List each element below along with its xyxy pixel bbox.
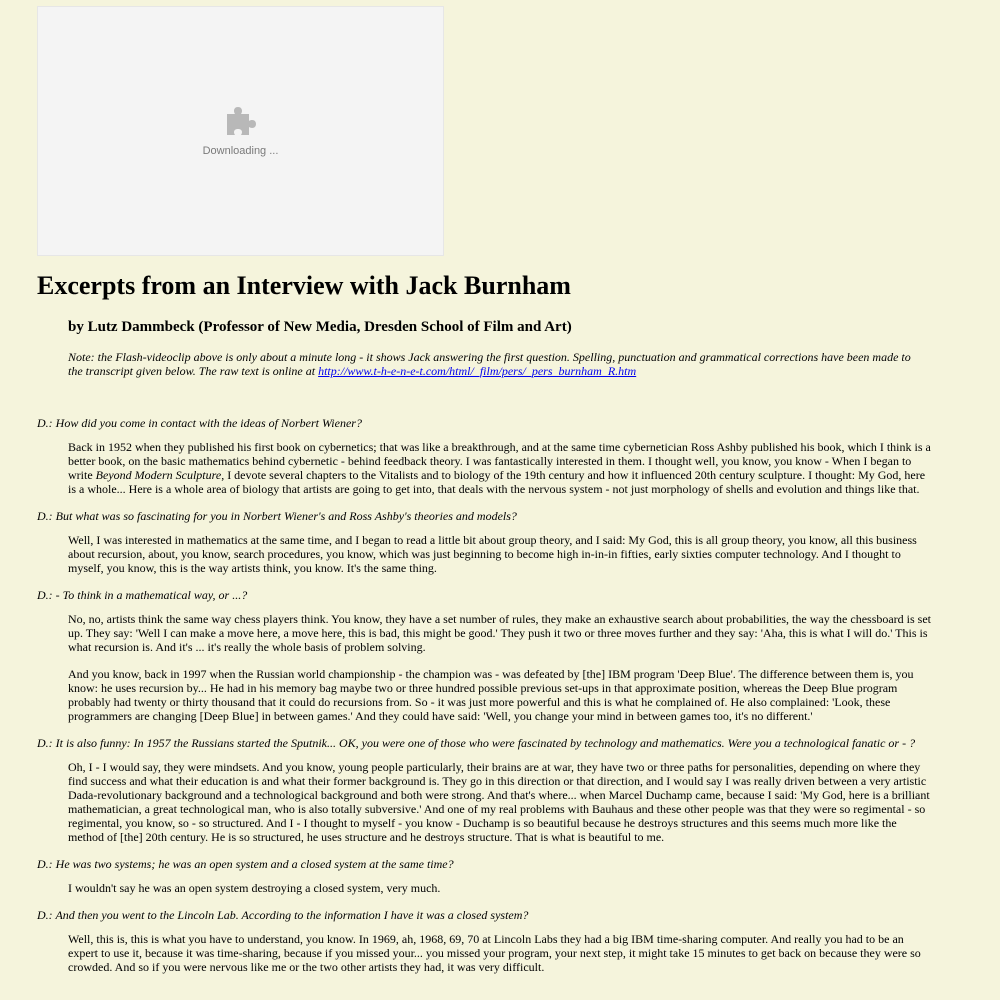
note-text: Note: the Flash-videoclip above is only about a minute long - it shows Jack answering the first question. Spelling, punctuation and grammatical corrections have been made to the transcript given below. The raw text is online at (68, 350, 911, 378)
answer-text: , I devote several chapters to the Vitalists and to biology of the 19th century and how it influenced 20th century sculpture. I thought: My God, here is a whole... Here is a whole area of biology that artists are going to get into, that deals with the nervous system - not just morphology of shells and evolution and things like that. (68, 468, 926, 496)
transcript-note (68, 350, 928, 378)
question: D.: It is also funny: In 1957 the Russians started the Sputnik... OK, you were one of those who were fascinated by technology and mathematics. Were you a technological fanatic or - ? (37, 736, 916, 750)
puzzle-piece-icon (223, 102, 259, 138)
answer: Oh, I - I would say, they were mindsets. And you know, young people particularly, their brains are at war, they have two or three paths for personalities, depending on where they find success and what their education is and what their former background is. They go in this direction or that direction, and I would say I was really driven between a very artistic Dada-revolutionary background and a technological background and both were strong. And that's where... when Marcel Duchamp came, because I said: 'My God, here is a brilliant mathematician, a great technological man, who is also totally subversive.' And one of my real problems with Bauhaus and these other people was that they were so regimental - so regimental, you know, so - so structured. And I - I thought to myself - you know - Duchamp is so beautiful because he destroys structures and this seems much more like the method of [the] 20th century. He is so structured, he uses structure and he destroys structure. That is what is beautiful to me. (68, 760, 930, 844)
page-title: Excerpts from an Interview with Jack Burnham (37, 271, 571, 300)
answer: And you know, back in 1997 when the Russian world championship - the champion was - was defeated by [the] IBM program 'Deep Blue'. The difference between them is, you know: he uses recursion by... He had in his memory bag maybe two or three hundred possible previous set-ups in that approximate position, whereas the Deep Blue program probably had twenty or thirty thousand that it could do recursions from. So - it was just more powerful and this is what he complained of. He also complained: 'Look, these programmers are changing [Deep Blue] in between games.' And they could have said: 'Well, you change your mind in between games too, it's no different.' (68, 667, 914, 723)
raw-text-link[interactable]: http://www.t-h-e-n-e-t.com/html/_film/pers/_pers_burnham_R.htm (318, 364, 637, 378)
book-title: Beyond Modern Sculpture (95, 468, 222, 482)
flash-plugin-placeholder[interactable] (37, 6, 444, 256)
question: D.: - To think in a mathematical way, or ...? (37, 588, 248, 602)
answer: I wouldn't say he was an open system destroying a closed system, very much. (68, 881, 441, 895)
answer-text: Back in 1952 when they published his first book on cybernetics; that was like a breakthrough, and at the same time cybernetician Ross Ashby published his book, which I think is a better book, on the basic mathematics behind cybernetic - behind feedback theory. I was fantastically interested in them. I thought well, you know, you know - When I began to write (68, 440, 931, 482)
answer (68, 440, 932, 496)
plugin-status-text: Downloading ... (202, 145, 279, 157)
question: D.: And then you went to the Lincoln Lab. According to the information I have it was a closed system? (37, 908, 529, 922)
answer: Well, I was interested in mathematics at the same time, and I began to read a little bit about group theory, and I said: My God, this is all group theory, you know, all this business about recursion, about, you know, search procedures, you know, which was just beginning to become high in-in-in fifties, early sixties computer technology. And I thought to myself, you know, this is the way artists think, you know. It's the same thing. (68, 533, 917, 575)
answer: No, no, artists think the same way chess players think. You know, they have a set number of rules, they make an exhaustive search about probabilities, the way the chessboard is set up. They say: 'Well I can make a move here, a move here, this is bad, this might be good.' They push it two or three moves further and they say: 'Aha, this is what I will do.' This is what recursion is. And it's ... it's really the whole basis of problem solving. (68, 612, 932, 654)
answer: Well, this is, this is what you have to understand, you know. In 1969, ah, 1968, 69, 70 at Lincoln Labs they had a big IBM time-sharing computer. And really you had to be an expert to use it, because it was time-sharing, because if you missed your... you missed your program, your next step, it might take 15 minutes to get back on because they were so crowded. And so if you were nervous like me or the two other artists they had, it was very difficult. (68, 932, 921, 974)
question: D.: But what was so fascinating for you in Norbert Wiener's and Ross Ashby's theories and models? (37, 509, 517, 523)
question: D.: He was two systems; he was an open system and a closed system at the same time? (37, 857, 454, 871)
interview-transcript (37, 416, 937, 987)
byline: by Lutz Dammbeck (Professor of New Media, Dresden School of Film and Art) (68, 319, 572, 335)
question: D.: How did you come in contact with the ideas of Norbert Wiener? (37, 416, 362, 430)
